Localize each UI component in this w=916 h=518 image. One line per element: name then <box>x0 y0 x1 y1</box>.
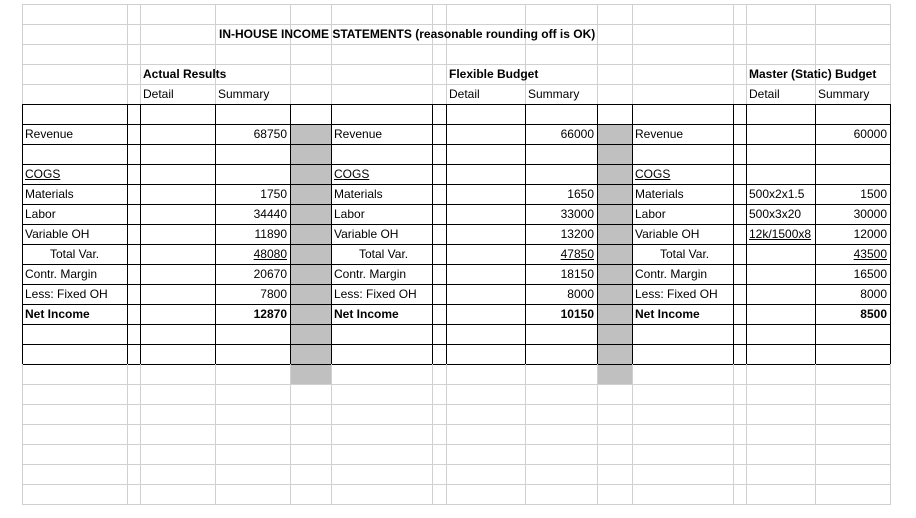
row-label[interactable]: Total Var. <box>359 247 409 261</box>
grid-vline <box>525 364 526 505</box>
row-label[interactable]: Contr. Margin <box>334 267 407 281</box>
detail-cell[interactable] <box>746 124 815 144</box>
row-label[interactable]: Revenue <box>334 127 383 141</box>
detail-cell[interactable] <box>446 264 525 284</box>
summary-cell[interactable]: 16500 <box>853 267 887 281</box>
summary-cell[interactable]: 1750 <box>260 187 287 201</box>
detail-cell[interactable] <box>446 144 525 164</box>
row-label[interactable]: Total Var. <box>50 247 100 261</box>
summary-cell[interactable]: 8000 <box>567 287 594 301</box>
summary-cell[interactable] <box>525 164 597 184</box>
summary-cell[interactable]: 7800 <box>260 287 287 301</box>
grid-hline <box>22 424 891 425</box>
summary-cell[interactable]: 48080 <box>253 247 287 261</box>
grid-vline <box>632 4 633 105</box>
grid-vline <box>815 364 816 505</box>
summary-cell[interactable] <box>815 164 890 184</box>
row-label[interactable]: Contr. Margin <box>635 267 708 281</box>
detail-cell[interactable] <box>446 284 525 304</box>
summary-cell[interactable] <box>815 144 890 164</box>
row-label[interactable]: Less: Fixed OH <box>635 287 718 301</box>
row-label[interactable]: Labor <box>635 207 666 221</box>
grid-vline <box>890 104 891 365</box>
summary-cell[interactable]: 12000 <box>853 227 887 241</box>
grid-vline <box>597 104 598 365</box>
row-label[interactable]: Contr. Margin <box>25 267 98 281</box>
summary-cell[interactable]: 47850 <box>560 247 594 261</box>
summary-cell[interactable]: 10150 <box>560 307 594 321</box>
detail-cell[interactable] <box>746 164 815 184</box>
detail-cell[interactable] <box>446 164 525 184</box>
detail-cell[interactable] <box>140 164 215 184</box>
detail-cell[interactable] <box>446 224 525 244</box>
grid-vline <box>733 364 734 505</box>
detail-cell[interactable] <box>140 264 215 284</box>
grid-vline <box>331 4 332 105</box>
grid-vline <box>746 364 747 505</box>
grid-hline <box>22 364 891 365</box>
grid-vline <box>890 4 891 105</box>
detail-cell[interactable]: 500x2x1.5 <box>749 187 805 201</box>
section-heading[interactable]: Master (Static) Budget <box>749 67 877 81</box>
summary-header[interactable]: Summary <box>528 87 580 101</box>
summary-cell[interactable]: 33000 <box>560 207 594 221</box>
detail-cell[interactable] <box>140 144 215 164</box>
summary-cell[interactable]: 66000 <box>560 127 594 141</box>
grid-vline <box>446 364 447 505</box>
detail-cell[interactable] <box>140 304 215 324</box>
summary-header[interactable]: Summary <box>818 87 870 101</box>
summary-cell[interactable] <box>215 144 290 164</box>
detail-cell[interactable] <box>446 244 525 264</box>
grid-vline <box>597 364 598 505</box>
detail-cell[interactable]: 500x3x20 <box>749 207 802 221</box>
row-label[interactable]: Net Income <box>25 307 90 321</box>
row-label[interactable]: Variable OH <box>25 227 90 241</box>
grid-hline <box>22 504 891 505</box>
grid-vline <box>432 364 433 505</box>
summary-header[interactable]: Summary <box>218 87 270 101</box>
detail-cell[interactable]: 12k/1500x8 <box>749 227 812 241</box>
detail-cell[interactable] <box>140 224 215 244</box>
detail-cell[interactable] <box>140 284 215 304</box>
summary-cell[interactable]: 8500 <box>860 307 887 321</box>
row-label[interactable] <box>632 144 746 164</box>
detail-cell[interactable] <box>446 124 525 144</box>
row-label[interactable]: Total Var. <box>660 247 710 261</box>
grid-vline <box>215 364 216 505</box>
row-label[interactable]: Variable OH <box>635 227 700 241</box>
summary-cell[interactable]: 43500 <box>853 247 887 261</box>
grid-vline <box>127 364 128 505</box>
grid-hline <box>22 44 891 45</box>
detail-cell[interactable] <box>746 264 815 284</box>
detail-cell[interactable] <box>446 184 525 204</box>
grid-hline <box>22 344 891 345</box>
row-label[interactable]: Materials <box>334 187 383 201</box>
section-heading[interactable]: Flexible Budget <box>449 67 539 81</box>
grid-hline <box>22 484 891 485</box>
separator-column <box>290 124 331 384</box>
grid-hline <box>22 324 891 325</box>
row-label[interactable]: Net Income <box>635 307 700 321</box>
row-label[interactable]: Revenue <box>635 127 684 141</box>
grid-vline <box>632 364 633 505</box>
summary-cell[interactable]: 34440 <box>253 207 287 221</box>
detail-header[interactable]: Detail <box>749 87 780 101</box>
summary-cell[interactable]: 30000 <box>853 207 887 221</box>
grid-hline <box>22 384 891 385</box>
summary-cell[interactable]: 8000 <box>860 287 887 301</box>
grid-vline <box>127 4 128 105</box>
row-label[interactable] <box>331 144 446 164</box>
detail-cell[interactable] <box>746 304 815 324</box>
section-heading[interactable]: Actual Results <box>143 67 227 81</box>
row-label[interactable]: Labor <box>334 207 365 221</box>
detail-header[interactable]: Detail <box>449 87 480 101</box>
grid-vline <box>290 104 291 365</box>
grid-hline <box>22 464 891 465</box>
summary-cell[interactable]: 1500 <box>860 187 887 201</box>
detail-cell[interactable] <box>140 124 215 144</box>
detail-cell[interactable] <box>746 244 815 264</box>
row-label[interactable] <box>22 144 140 164</box>
grid-vline <box>22 4 23 105</box>
summary-cell[interactable] <box>525 144 597 164</box>
summary-cell[interactable] <box>215 164 290 184</box>
summary-cell[interactable]: 68750 <box>253 127 287 141</box>
row-label[interactable]: COGS <box>25 167 61 181</box>
grid-vline <box>140 364 141 505</box>
summary-cell[interactable]: 60000 <box>853 127 887 141</box>
detail-cell[interactable] <box>746 144 815 164</box>
detail-cell[interactable] <box>446 204 525 224</box>
summary-cell[interactable]: 13200 <box>560 227 594 241</box>
separator-column <box>597 124 632 384</box>
row-label[interactable]: Revenue <box>25 127 74 141</box>
grid-vline <box>331 364 332 505</box>
summary-cell[interactable]: 18150 <box>560 267 594 281</box>
detail-cell[interactable] <box>746 284 815 304</box>
summary-cell[interactable]: 11890 <box>254 227 287 241</box>
grid-vline <box>733 4 734 105</box>
row-label[interactable]: Labor <box>25 207 56 221</box>
grid-hline <box>22 104 891 105</box>
grid-hline <box>22 404 891 405</box>
grid-vline <box>432 4 433 105</box>
row-label[interactable]: Net Income <box>334 307 399 321</box>
grid-vline <box>290 4 291 105</box>
row-label[interactable]: Less: Fixed OH <box>25 287 108 301</box>
row-label[interactable]: COGS <box>334 167 370 181</box>
grid-vline <box>597 4 598 105</box>
grid-vline <box>290 364 291 505</box>
grid-hline <box>22 444 891 445</box>
grid-vline <box>890 364 891 505</box>
detail-cell[interactable] <box>140 244 215 264</box>
grid-hline <box>22 4 891 5</box>
summary-cell[interactable]: 12870 <box>253 307 287 321</box>
detail-cell[interactable] <box>446 304 525 324</box>
detail-cell[interactable] <box>140 184 215 204</box>
summary-cell[interactable]: 20670 <box>253 267 287 281</box>
detail-header[interactable]: Detail <box>143 87 174 101</box>
summary-cell[interactable]: 1650 <box>567 187 594 201</box>
row-label[interactable]: Materials <box>635 187 684 201</box>
sheet-title[interactable]: IN-HOUSE INCOME STATEMENTS (reasonable rounding off is OK) <box>219 27 596 41</box>
grid-vline <box>22 364 23 505</box>
row-label[interactable]: Materials <box>25 187 74 201</box>
row-label[interactable]: Less: Fixed OH <box>334 287 417 301</box>
row-label[interactable]: Variable OH <box>334 227 399 241</box>
row-label[interactable]: COGS <box>635 167 671 181</box>
detail-cell[interactable] <box>140 204 215 224</box>
